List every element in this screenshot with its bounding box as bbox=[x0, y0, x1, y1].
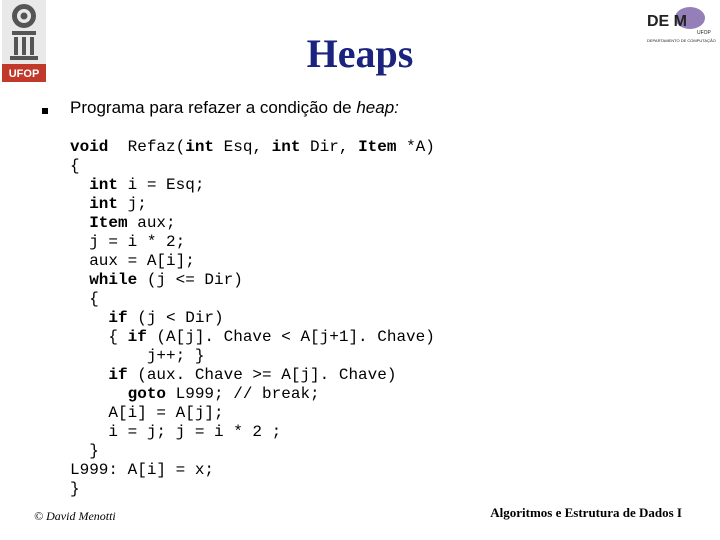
decom-logo-sub2: DEPARTAMENTO DE COMPUTAÇÃO bbox=[647, 38, 716, 43]
code-text: i = j; j = i * 2 ; bbox=[70, 423, 282, 441]
code-keyword: int bbox=[89, 195, 119, 213]
code-line bbox=[70, 252, 435, 271]
code-line bbox=[70, 176, 435, 195]
code-keyword: while bbox=[89, 271, 138, 289]
code-line bbox=[70, 138, 435, 157]
code-line bbox=[70, 271, 435, 290]
code-line bbox=[70, 290, 435, 309]
code-keyword: goto bbox=[127, 385, 167, 403]
ufop-logo-text: UFOP bbox=[8, 68, 40, 80]
slide-title: Heaps bbox=[306, 31, 414, 76]
decom-logo-text: DE M bbox=[647, 13, 687, 30]
code-text: { bbox=[70, 290, 99, 308]
code-keyword: Item bbox=[89, 214, 128, 232]
code-text bbox=[70, 309, 108, 327]
code-keyword: Item bbox=[358, 138, 397, 156]
code-keyword: if bbox=[127, 328, 147, 346]
bullet-square-icon bbox=[42, 108, 48, 114]
code-line bbox=[70, 423, 435, 442]
code-line bbox=[70, 404, 435, 423]
code-text: aux = A[i]; bbox=[70, 252, 195, 270]
code-line bbox=[70, 366, 435, 385]
code-text: } bbox=[70, 442, 99, 460]
code-keyword: int bbox=[271, 138, 301, 156]
code-line bbox=[70, 442, 435, 461]
bullet-text bbox=[70, 98, 399, 118]
code-line bbox=[70, 347, 435, 366]
code-line bbox=[70, 309, 435, 328]
decom-logo-sub1: UFOP bbox=[697, 30, 711, 36]
code-keyword: if bbox=[108, 309, 128, 327]
code-line bbox=[70, 461, 435, 480]
code-line bbox=[70, 233, 435, 252]
code-text: i = Esq; bbox=[118, 176, 205, 194]
code-text: Dir, bbox=[300, 138, 359, 156]
code-text: { bbox=[70, 157, 80, 175]
code-keyword: void bbox=[70, 138, 109, 156]
code-text: (j <= Dir) bbox=[137, 271, 243, 289]
code-text: *A) bbox=[396, 138, 435, 156]
code-line bbox=[70, 328, 435, 347]
code-line bbox=[70, 195, 435, 214]
code-text: Refaz( bbox=[108, 138, 186, 156]
code-text: j++; } bbox=[70, 347, 205, 365]
code-text bbox=[70, 214, 89, 232]
bullet-text-emphasis: heap: bbox=[356, 98, 399, 117]
code-keyword: int bbox=[89, 176, 119, 194]
code-text: (j < Dir) bbox=[127, 309, 224, 327]
code-line bbox=[70, 385, 435, 404]
code-text: j = i * 2; bbox=[70, 233, 186, 251]
code-text bbox=[70, 385, 128, 403]
code-text bbox=[70, 195, 89, 213]
code-text bbox=[70, 271, 89, 289]
code-line bbox=[70, 214, 435, 233]
code-text: A[i] = A[j]; bbox=[70, 404, 224, 422]
code-keyword: if bbox=[108, 366, 128, 384]
code-block bbox=[70, 138, 435, 499]
code-text bbox=[70, 366, 108, 384]
code-text bbox=[70, 176, 89, 194]
code-text: (aux. Chave >= A[j]. Chave) bbox=[127, 366, 397, 384]
bullet-text-main: Programa para refazer a condição de bbox=[70, 98, 357, 117]
code-text: { bbox=[70, 328, 128, 346]
footer-course: Algoritmos e Estrutura de Dados I bbox=[490, 505, 682, 520]
code-text: Esq, bbox=[214, 138, 272, 156]
code-line bbox=[70, 480, 435, 499]
code-text: L999: A[i] = x; bbox=[70, 461, 215, 479]
footer-author: © David Menotti bbox=[34, 509, 116, 523]
code-text: (A[j]. Chave < A[j+1]. Chave) bbox=[146, 328, 435, 346]
code-keyword: int bbox=[185, 138, 215, 156]
code-line bbox=[70, 157, 435, 176]
code-text: } bbox=[70, 480, 80, 498]
code-text: L999; // break; bbox=[166, 385, 320, 403]
code-text: aux; bbox=[127, 214, 176, 232]
code-text: j; bbox=[118, 195, 147, 213]
